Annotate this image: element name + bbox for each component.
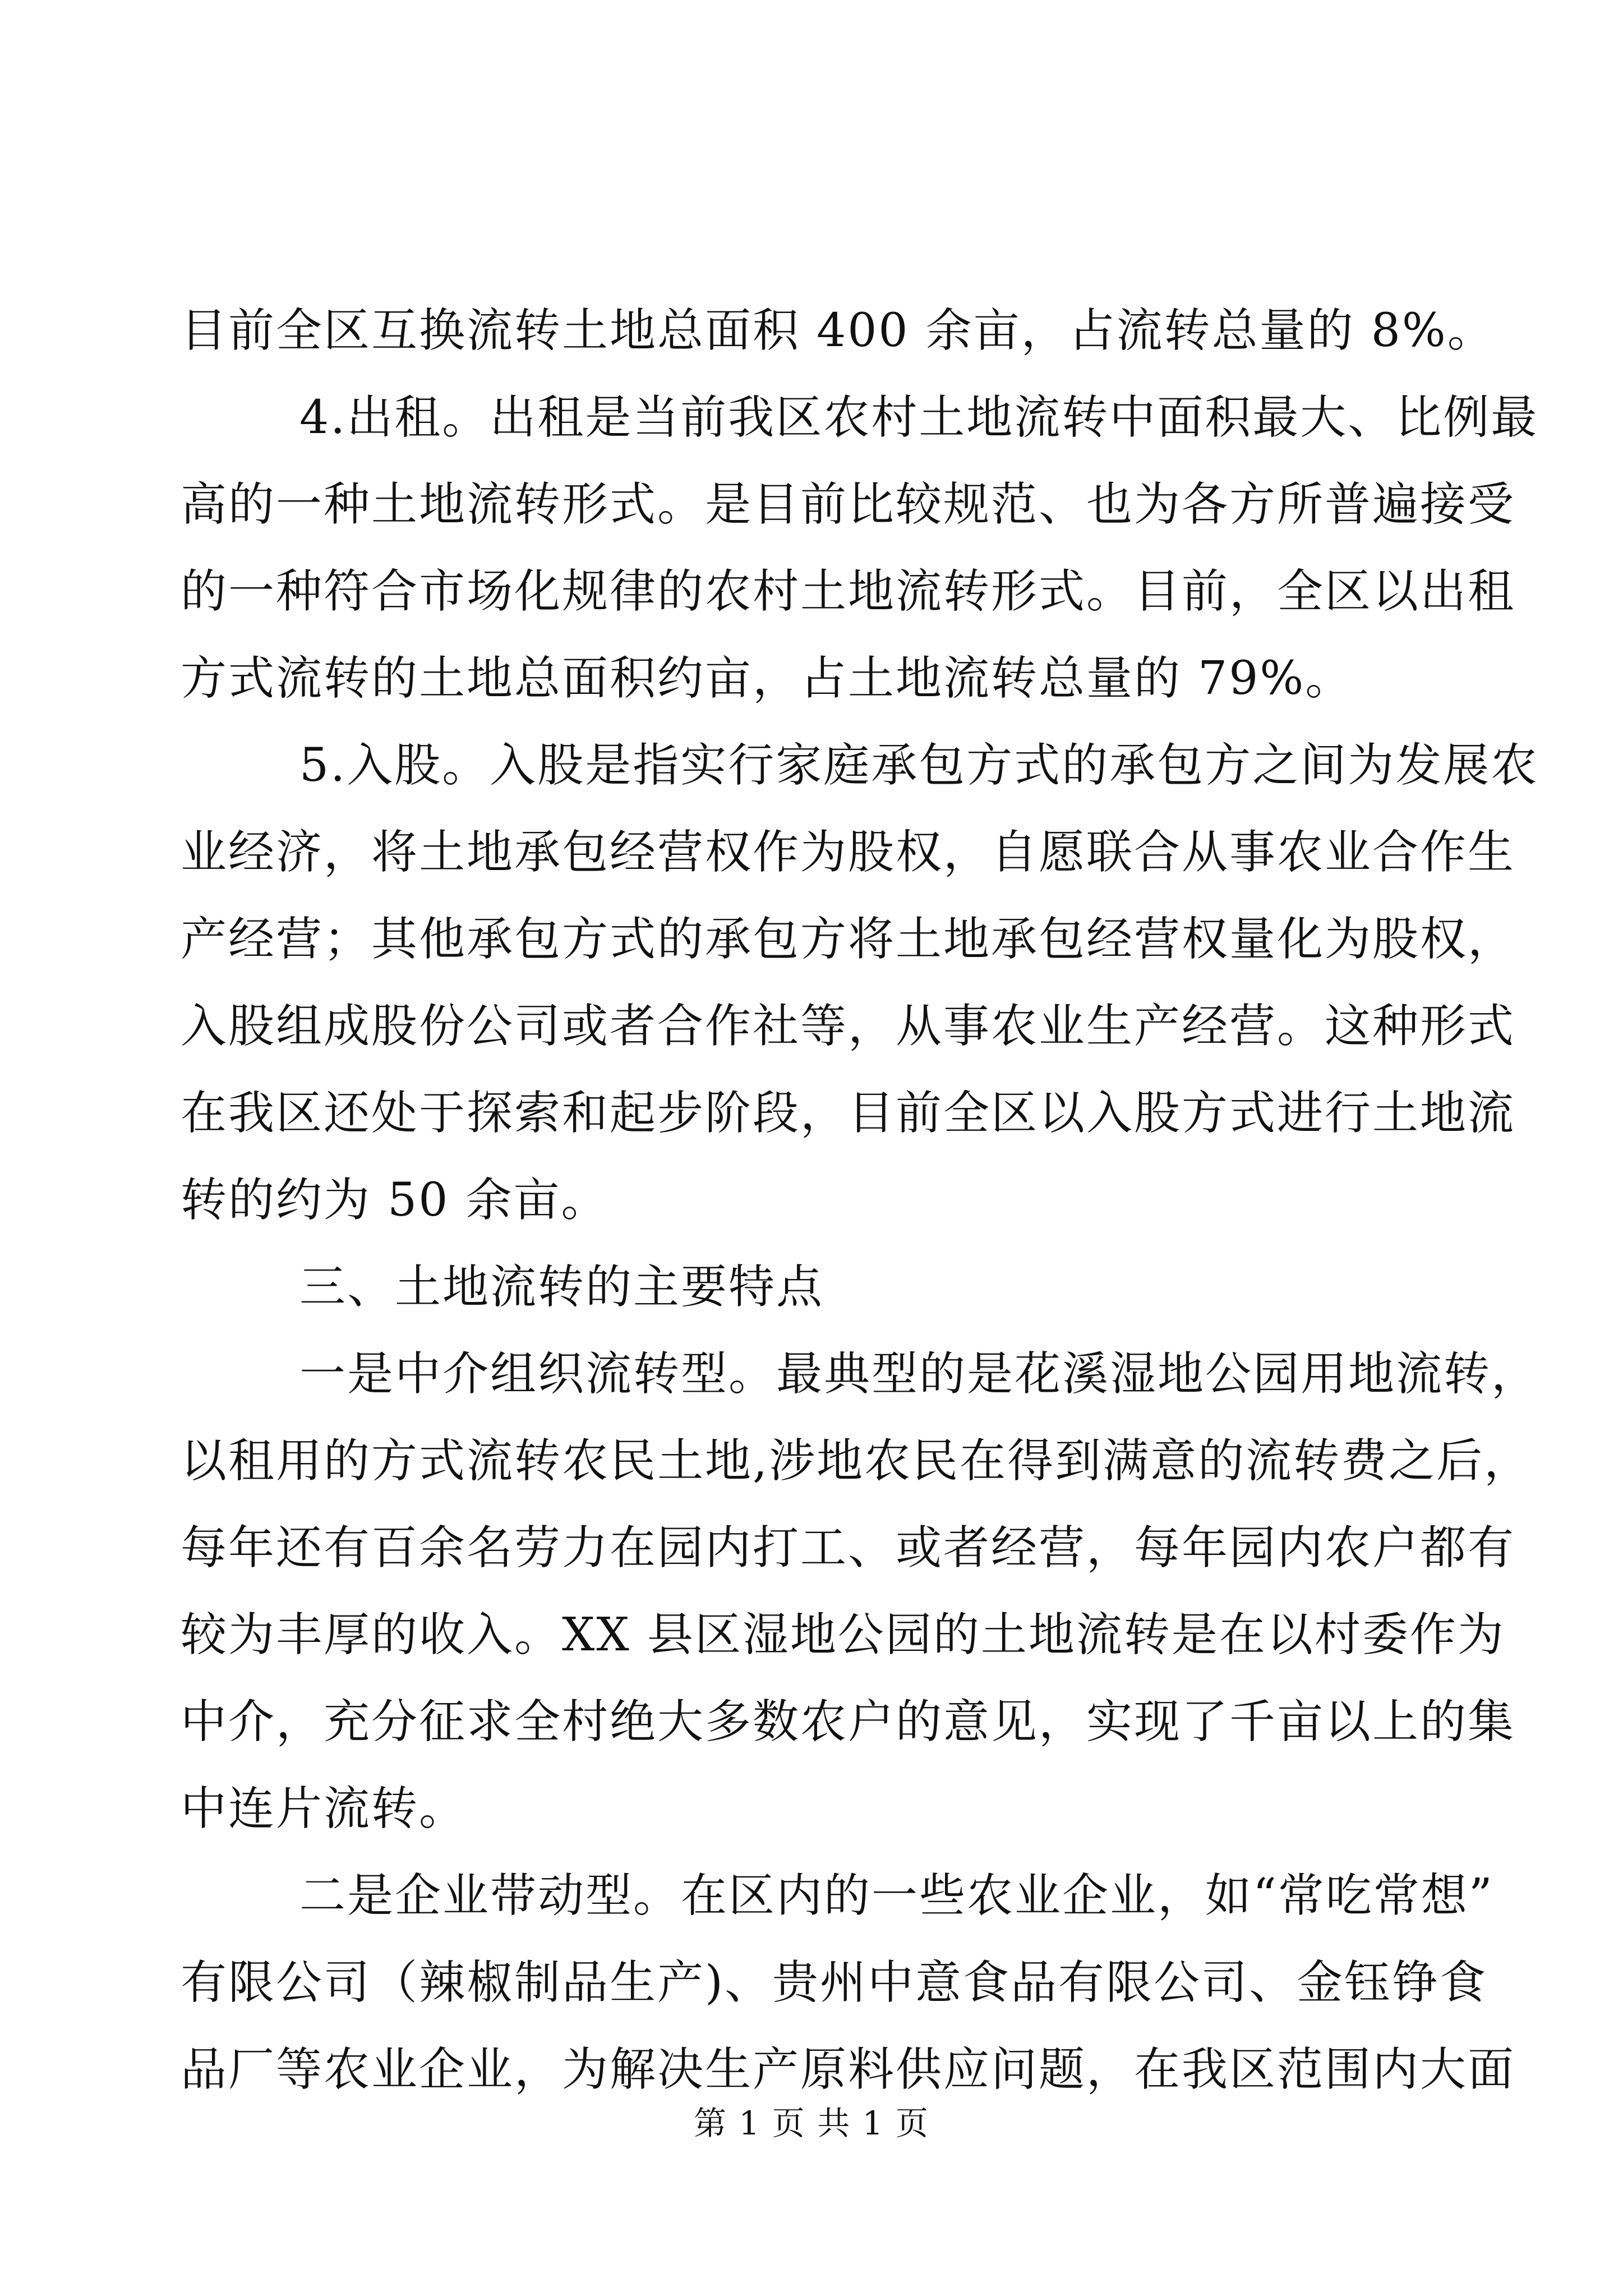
text-line: 方式流转的土地总面积约亩，占土地流转总量的 79%。 bbox=[181, 652, 1353, 705]
text-line: 在我区还处于探索和起步阶段，目前全区以入股方式进行土地流 bbox=[181, 1087, 1516, 1140]
text-line: 较为丰厚的收入。XX 县区湿地公园的土地流转是在以村委作为 bbox=[181, 1608, 1505, 1662]
text-line: 每年还有百余名劳力在园内打工、或者经营，每年园内农户都有 bbox=[181, 1521, 1516, 1575]
text-line: 目前全区互换流转土地总面积 400 余亩，占流转总量的 8%。 bbox=[181, 304, 1495, 357]
text-line: 4.出租。出租是当前我区农村土地流转中面积最大、比例最 bbox=[299, 391, 1539, 444]
text-line: 中介，充分征求全村绝大多数农户的意见，实现了千亩以上的集 bbox=[181, 1695, 1516, 1749]
text-line: 以租用的方式流转农民土地,涉地农民在得到满意的流转费之后， bbox=[181, 1434, 1532, 1488]
text-line: 二是企业带动型。在区内的一些农业企业，如“常吃常想” bbox=[299, 1869, 1494, 1922]
text-line: 5.入股。入股是指实行家庭承包方式的承包方之间为发展农 bbox=[299, 739, 1539, 792]
text-line: 的一种符合市场化规律的农村土地流转形式。目前，全区以出租 bbox=[181, 565, 1516, 618]
text-line: 品厂等农业企业，为解决生产原料供应问题，在我区范围内大面 bbox=[181, 2043, 1516, 2096]
section-heading: 三、土地流转的主要特点 bbox=[299, 1260, 824, 1314]
text-line: 产经营；其他承包方式的承包方将土地承包经营权量化为股权， bbox=[181, 913, 1516, 966]
text-line: 高的一种土地流转形式。是目前比较规范、也为各方所普遍接受 bbox=[181, 478, 1516, 531]
text-line: 业经济，将土地承包经营权作为股权，自愿联合从事农业合作生 bbox=[181, 826, 1516, 879]
text-line: 转的约为 50 余亩。 bbox=[181, 1174, 609, 1227]
text-line: 有限公司（辣椒制品生产)、贵州中意食品有限公司、金钰铮食 bbox=[181, 1956, 1487, 2009]
text-line: 中连片流转。 bbox=[181, 1782, 467, 1835]
text-line: 一是中介组织流转型。最典型的是花溪湿地公园用地流转， bbox=[299, 1347, 1539, 1401]
page-footer: 第 1 页 共 1 页 bbox=[694, 2104, 929, 2142]
text-line: 入股组成股份公司或者合作社等，从事农业生产经营。这种形式 bbox=[181, 1000, 1516, 1053]
